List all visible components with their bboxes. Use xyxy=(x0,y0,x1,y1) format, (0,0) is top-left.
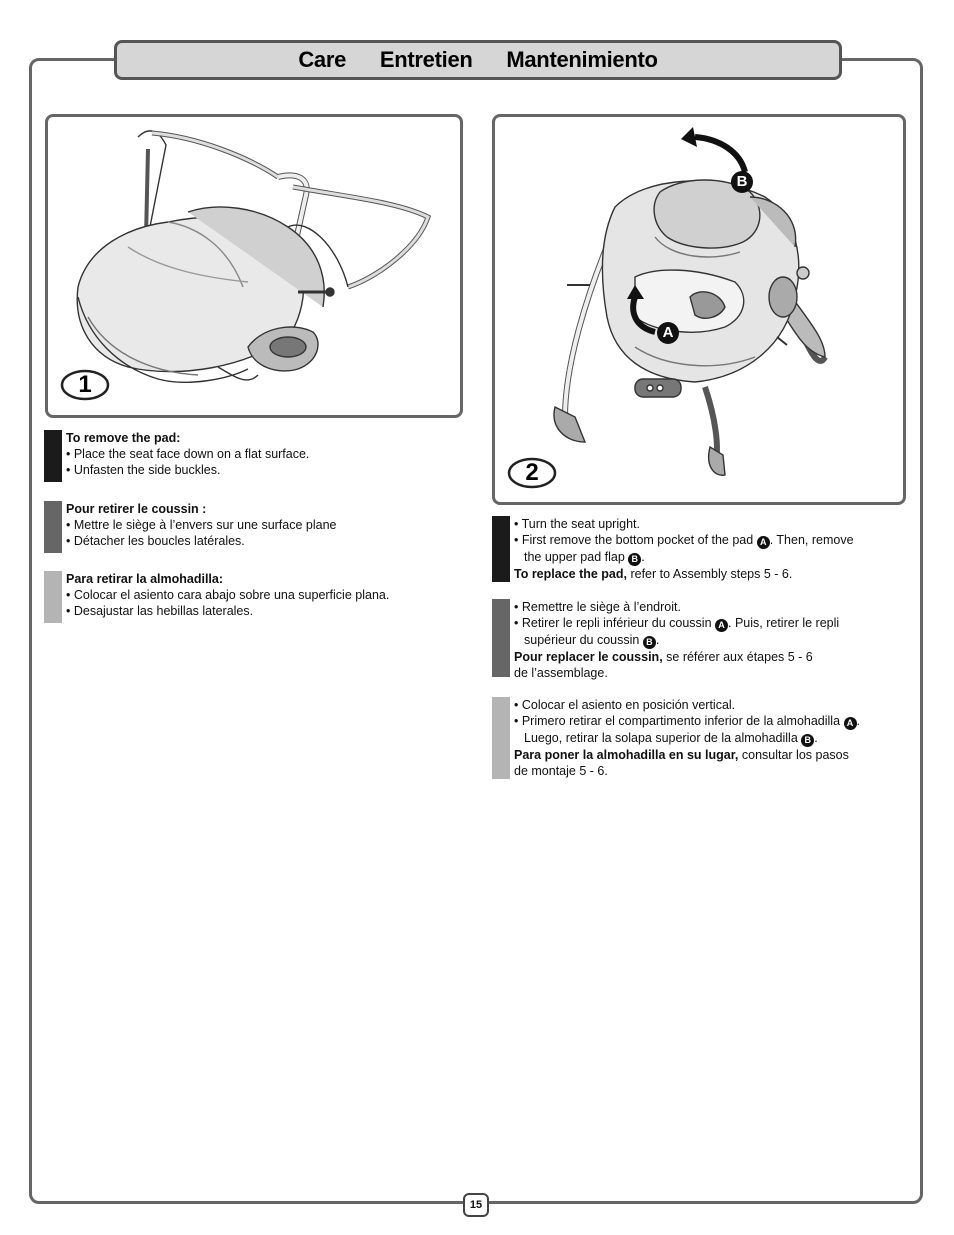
step-2-fr-replace-cont: de l’assemblage. xyxy=(514,666,608,680)
step-2-fr-replace: Pour replacer le coussin, se référer aux étapes 5 - 6 xyxy=(514,650,813,664)
language-bar-french xyxy=(492,599,510,677)
step-2-french-block xyxy=(492,599,902,680)
language-bar-french xyxy=(44,501,62,553)
step-2-en-replace: To replace the pad, refer to Assembly steps 5 - 6. xyxy=(514,567,793,581)
step-1-spanish-block xyxy=(44,571,444,623)
step-2-en-bullet-1: • Turn the seat upright. xyxy=(514,517,640,531)
step-2-english-block xyxy=(492,516,902,582)
step-2-spanish-block xyxy=(492,697,902,779)
marker-a-icon: A xyxy=(844,717,857,730)
marker-a-label: A xyxy=(657,322,679,344)
step-1-en-bullet-1: • Place the seat face down on a flat surface. xyxy=(66,447,310,461)
page-title xyxy=(284,47,671,73)
step-2-es-bullet-1: • Colocar el asiento en posición vertical. xyxy=(514,698,736,712)
title-entretien: Entretien xyxy=(379,47,473,72)
marker-b-icon: B xyxy=(801,734,814,747)
figure-2-panel xyxy=(492,114,906,505)
marker-a-icon: A xyxy=(715,619,728,632)
step-2-badge xyxy=(507,457,557,489)
step-2-fr-bullet-2: • Retirer le repli inférieur du coussin A . Puis, retirer le repli xyxy=(514,616,840,630)
title-bar xyxy=(114,40,842,80)
step-2-fr-bullet-2-cont: supérieur du coussin B . xyxy=(524,633,660,647)
step-1-en-bullet-2: • Unfasten the side buckles. xyxy=(66,463,221,477)
marker-a-icon: A xyxy=(757,536,770,549)
figure-1-panel xyxy=(45,114,463,418)
step-2-en-bullet-2: • First remove the bottom pocket of the pad A . Then, remove xyxy=(514,533,854,547)
step-1-es-heading: Para retirar la almohadilla: xyxy=(66,572,224,586)
step-1-en-heading: To remove the pad: xyxy=(66,431,181,445)
step-1-fr-bullet-2: • Détacher les boucles latérales. xyxy=(66,534,245,548)
title-care: Care xyxy=(298,47,347,72)
step-1-fr-bullet-1: • Mettre le siège à l’envers sur une surface plane xyxy=(66,518,337,532)
step-1-badge xyxy=(60,369,110,401)
step-1-es-bullet-1: • Colocar el asiento cara abajo sobre una superficie plana. xyxy=(66,588,390,602)
arrow-b-icon xyxy=(695,137,745,172)
language-bar-english xyxy=(44,430,62,482)
marker-b-label: B xyxy=(731,171,753,193)
language-bar-spanish xyxy=(44,571,62,623)
step-2-es-bullet-2-cont: Luego, retirar la solapa superior de la almohadilla B . xyxy=(524,731,818,745)
language-bar-english xyxy=(492,516,510,582)
language-bar-spanish xyxy=(492,697,510,779)
step-2-fr-bullet-1: • Remettre le siège à l’endroit. xyxy=(514,600,681,614)
step-1-french-block xyxy=(44,501,444,553)
step-2-number: 2 xyxy=(525,459,539,486)
step-2-es-replace-cont: de montaje 5 - 6. xyxy=(514,764,608,778)
step-1-es-bullet-2: • Desajustar las hebillas laterales. xyxy=(66,604,254,618)
step-2-en-bullet-2-cont: the upper pad flap B . xyxy=(524,550,645,564)
marker-b-icon: B xyxy=(628,553,641,566)
step-1-english-block xyxy=(44,430,444,482)
step-1-number: 1 xyxy=(78,371,92,398)
seat-upright-illustration xyxy=(495,117,903,502)
marker-b-icon: B xyxy=(643,636,656,649)
page-number: 15 xyxy=(463,1193,489,1217)
step-2-es-bullet-2: • Primero retirar el compartimento inferior de la almohadilla A . xyxy=(514,714,861,728)
step-2-es-replace: Para poner la almohadilla en su lugar, consultar los pasos xyxy=(514,748,849,762)
step-1-fr-heading: Pour retirer le coussin : xyxy=(66,502,207,516)
title-mantenimiento: Mantenimiento xyxy=(506,47,658,72)
